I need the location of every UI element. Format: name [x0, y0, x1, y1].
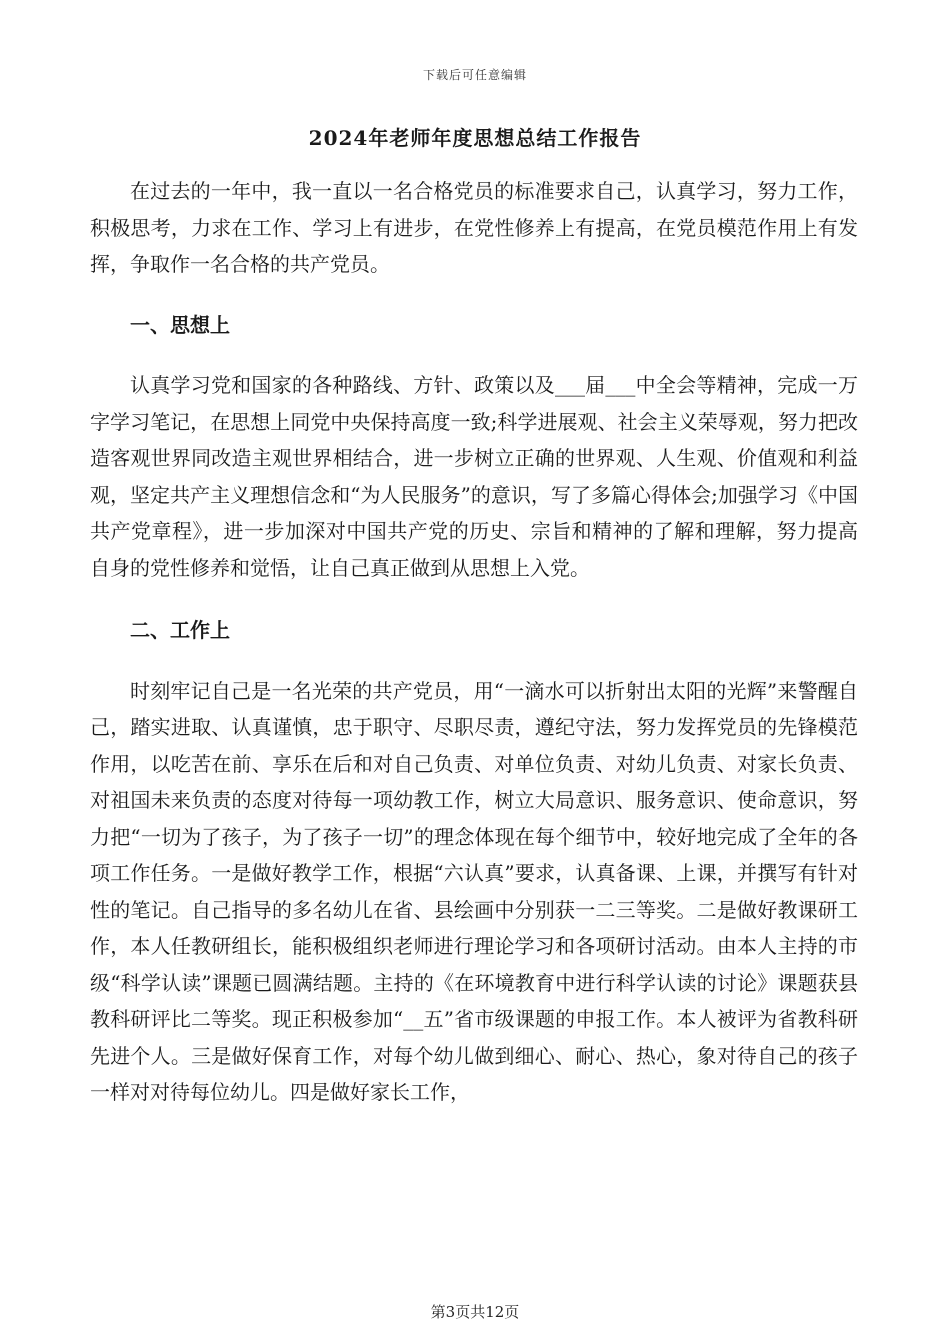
section-paragraph-thought: 认真学习党和国家的各种路线、方针、政策以及___届___中全会等精神，完成一万字学习笔记，在思想上同党中央保持高度一致;科学进展观、社会主义荣辱观，努力把改造客观世界同改造主观世界相结合，进一步树立正确的世界观、人生观、价值观和利益观，坚定共产主义理想信念和“为人民服务”的意识，写了多篇心得体会;加强学习《中国共产党章程》，进一步加深对中国共产党的历史、宗旨和精神的了解和理解，努力提高自身的党性修养和觉悟，让自己真正做到从思想上入党。 — [90, 373, 858, 580]
section-paragraph-work: 时刻牢记自己是一名光荣的共产党员，用“一滴水可以折射出太阳的光辉”来警醒自己，踏实进取、认真谨慎，忠于职守、尽职尽责，遵纪守法，努力发挥党员的先锋模范作用，以吃苦在前、享乐在后和对自己负责、对单位负责、对幼儿负责、对家长负责、对祖国未来负责的态度对待每一项幼教工作，树立大局意识、服务意识、使命意识，努力把“一切为了孩子，为了孩子一切”的理念体现在每个细节中，较好地完成了全年的各项工作任务。一是做好教学工作，根据“六认真”要求，认真备课、上课，并撰写有针对性的笔记。自己指导的多名幼儿在省、县绘画中分别获一二三等奖。二是做好教课研工作，本人任教研组长，能积极组织老师进行理论学习和各项研讨活动。由本人主持的市级“科学认读”课题已圆满结题。主持的《在环境教育中进行科学认读的讨论》课题获县教科研评比二等奖。现正积极参加“__五”省市级课题的申报工作。本人被评为省教科研先进个人。三是做好保育工作，对每个幼儿做到细心、耐心、热心，象对待自己的孩子一样对对待每位幼儿。四是做好家长工作， — [90, 678, 858, 1104]
document-body — [90, 173, 858, 1111]
header-note: 下载后可任意编辑 — [422, 68, 527, 82]
page-footer: 第3页共12页 — [430, 1303, 520, 1321]
section-heading-thought: 一、思想上 — [130, 312, 230, 337]
intro-paragraph: 在过去的一年中，我一直以一名合格党员的标准要求自己，认真学习，努力工作，积极思考，力求在工作、学习上有进步，在党性修养上有提高，在党员模范作用上有发挥，争取作一名合格的共产党员。 — [90, 179, 858, 276]
section-heading-work: 二、工作上 — [130, 618, 230, 642]
page-title: 2024年老师年度思想总结工作报告 — [308, 126, 642, 150]
